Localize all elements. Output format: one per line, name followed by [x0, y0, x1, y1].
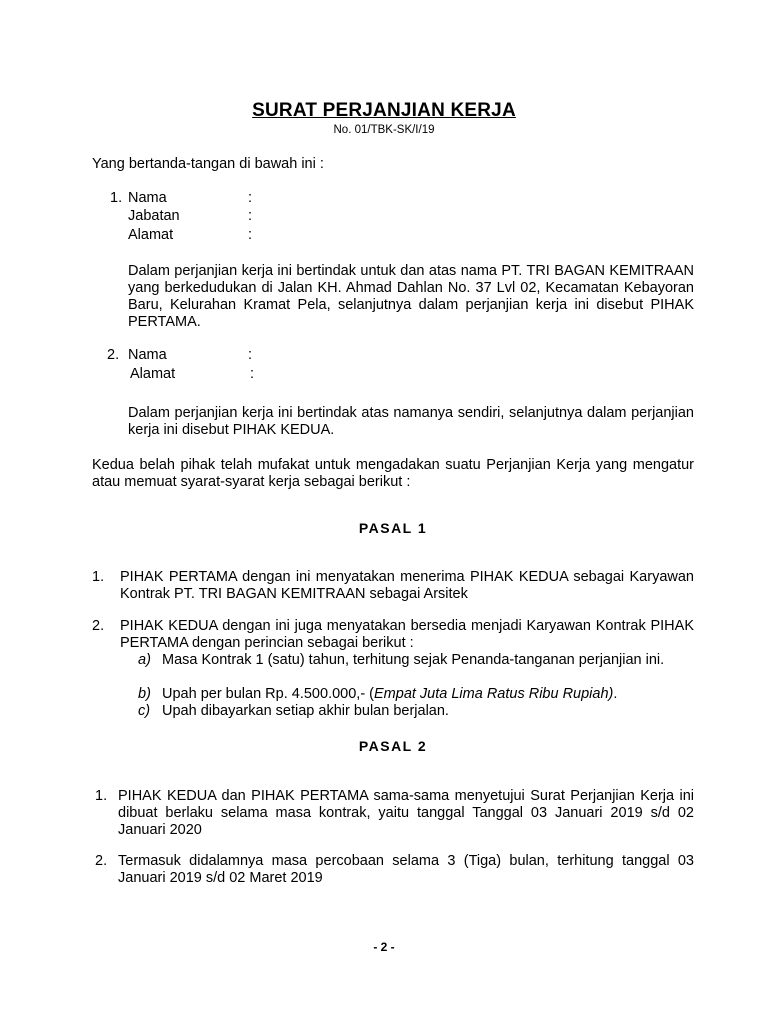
- pasal1-item2-text: PIHAK KEDUA dengan ini juga menyatakan bersedia menjadi Karyawan Kontrak PIHAK PERTAMA dengan perincian sebagai berikut :: [120, 618, 694, 651]
- field-sep: :: [248, 208, 253, 224]
- intro-text: Yang bertanda-tangan di bawah ini :: [92, 156, 324, 172]
- agreement-text: Kedua belah pihak telah mufakat untuk mengadakan suatu Perjanjian Kerja yang mengatur atau memuat syarat-syarat kerja sebagai berikut :: [92, 457, 694, 490]
- subitem-b-main: Upah per bulan Rp. 4.500.000,- (: [162, 686, 374, 702]
- pasal1-item2-num: 2.: [92, 618, 105, 634]
- subitem-b-end: .: [613, 686, 618, 702]
- pasal2-item2-num: 2.: [95, 853, 108, 869]
- field-sep: :: [248, 347, 253, 363]
- field-label: Nama: [128, 190, 167, 206]
- party1-index: 1.: [110, 190, 123, 206]
- party1-description: Dalam perjanjian kerja ini bertindak untuk dan atas nama PT. TRI BAGAN KEMITRAAN yang berkedudukan di Jalan KH. Ahmad Dahlan No. 37 Lvl 02, Kecamatan Kebayoran Baru, Kelurahan Kramat Pela, selanjutnya dalam perjanjian kerja ini disebut PIHAK PERTAMA.: [128, 263, 694, 330]
- subitem-a-letter: a): [138, 652, 151, 668]
- field-sep: :: [250, 366, 255, 382]
- party2-field-alamat: [130, 366, 254, 382]
- subitem-c-letter: c): [138, 703, 151, 719]
- pasal1-item1-num: 1.: [92, 569, 105, 585]
- subitem-b-letter: b): [138, 686, 151, 702]
- party2-index: 2.: [107, 347, 120, 363]
- pasal2-item1-text: PIHAK KEDUA dan PIHAK PERTAMA sama-sama menyetujui Surat Perjanjian Kerja ini dibuat berlaku selama masa kontrak, yaitu tanggal Tanggal 03 Januari 2019 s/d 02 Januari 2020: [118, 788, 694, 838]
- party1-field-nama: [128, 190, 252, 206]
- pasal1-item1-text: PIHAK PERTAMA dengan ini menyatakan menerima PIHAK KEDUA sebagai Karyawan Kontrak PT. TRI BAGAN KEMITRAAN sebagai Arsitek: [120, 569, 694, 602]
- party2-field-nama: [128, 347, 252, 363]
- pasal1-heading: PASAL 1: [358, 520, 428, 536]
- subitem-a-text: Masa Kontrak 1 (satu) tahun, terhitung sejak Penanda-tanganan perjanjian ini.: [162, 652, 665, 668]
- field-sep: :: [248, 227, 253, 243]
- field-sep: :: [248, 190, 253, 206]
- pasal2-item2-text: Termasuk didalamnya masa percobaan selama 3 (Tiga) bulan, terhitung tanggal 03 Januari 2019 s/d 02 Maret 2019: [118, 853, 694, 886]
- party1-field-alamat: [128, 227, 252, 243]
- subitem-b-text: [162, 686, 694, 703]
- subitem-c-text: Upah dibayarkan setiap akhir bulan berjalan.: [162, 703, 449, 719]
- pasal2-heading: PASAL 2: [358, 738, 428, 754]
- document-number: No. 01/TBK-SK/I/19: [333, 124, 435, 136]
- page-number: - 2 -: [373, 940, 395, 954]
- document-title: SURAT PERJANJIAN KERJA: [252, 100, 516, 121]
- field-label: Nama: [128, 347, 167, 363]
- field-label: Alamat: [128, 227, 174, 243]
- subitem-b-italic: Empat Juta Lima Ratus Ribu Rupiah): [374, 686, 614, 702]
- party1-field-jabatan: [128, 208, 252, 224]
- party2-description: Dalam perjanjian kerja ini bertindak atas namanya sendiri, selanjutnya dalam perjanjian kerja ini disebut PIHAK KEDUA.: [128, 405, 694, 438]
- field-label: Jabatan: [128, 208, 180, 224]
- pasal2-item1-num: 1.: [95, 788, 108, 804]
- field-label: Alamat: [130, 366, 176, 382]
